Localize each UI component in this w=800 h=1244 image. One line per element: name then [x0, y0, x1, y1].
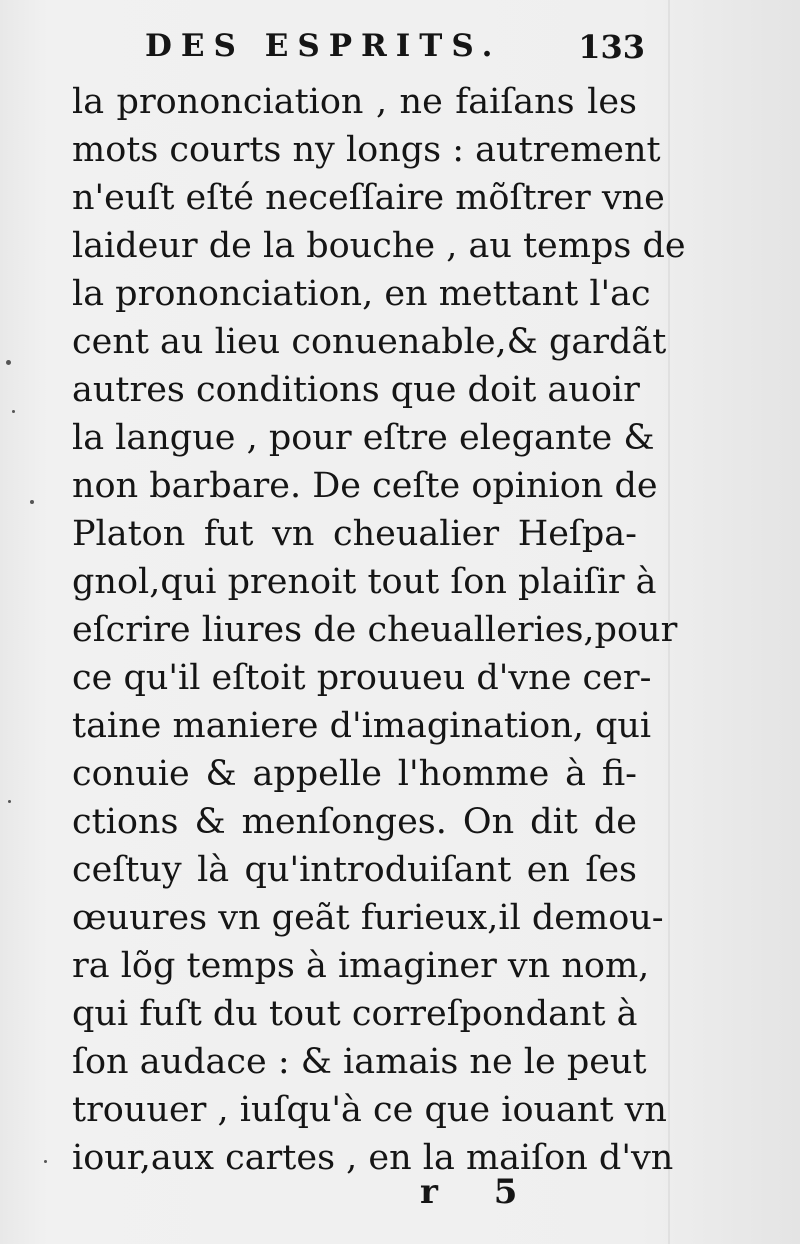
text-line: la langue , pour eſtre elegante &: [72, 418, 655, 458]
text-line: n'euſt eſté neceſſaire mõſtrer vne: [72, 178, 665, 218]
text-line: la prononciation , ne faiſans les: [72, 82, 637, 122]
paper-speck: [8, 800, 11, 803]
text-line: trouuer , iuſqu'à ce que iouant vn: [72, 1090, 667, 1130]
paper-speck: [12, 410, 15, 413]
text-line: non barbare. De ceſte opinion de: [72, 466, 658, 506]
paper-speck: [44, 1160, 47, 1163]
signature-mark: r 5: [420, 1172, 540, 1212]
text-line: ceſtuy là qu'introduiſant en ſes: [72, 850, 637, 890]
text-line: la prononciation, en mettant l'ac: [72, 274, 651, 314]
text-line: laideur de la bouche , au temps de: [72, 226, 686, 266]
paper-speck: [6, 360, 11, 365]
page-header: [145, 28, 645, 68]
page-number: 133: [578, 28, 645, 66]
text-line: Platon fut vn cheualier Heſpa-: [72, 514, 637, 554]
text-line: mots courts ny longs : autrement: [72, 130, 661, 170]
text-line: ſon audace : & iamais ne le peut: [72, 1042, 647, 1082]
text-line: gnol,qui prenoit tout ſon plaiſir à: [72, 562, 657, 602]
text-line: iour,aux cartes , en la maiſon d'vn: [72, 1138, 674, 1178]
text-line: ce qu'il eſtoit prouueu d'vne cer-: [72, 658, 652, 698]
text-line: ra lõg temps à imaginer vn nom,: [72, 946, 650, 986]
paper-speck: [30, 500, 34, 504]
text-line: taine maniere d'imagination, qui: [72, 706, 652, 746]
text-line: autres conditions que doit auoir: [72, 370, 640, 410]
body-text: [72, 78, 686, 1182]
text-line: qui fuſt du tout correſpondant à: [72, 994, 638, 1034]
text-line: eſcrire liures de cheualleries,pour: [72, 610, 678, 650]
text-line: cent au lieu conuenable,& gardãt: [72, 322, 667, 362]
text-line: ctions & menſonges. On dit de: [72, 802, 637, 842]
text-line: conuie & appelle l'homme à fi-: [72, 754, 637, 794]
text-line: œuures vn geãt furieux,il demou-: [72, 898, 664, 938]
running-head: DES ESPRITS.: [145, 28, 502, 64]
